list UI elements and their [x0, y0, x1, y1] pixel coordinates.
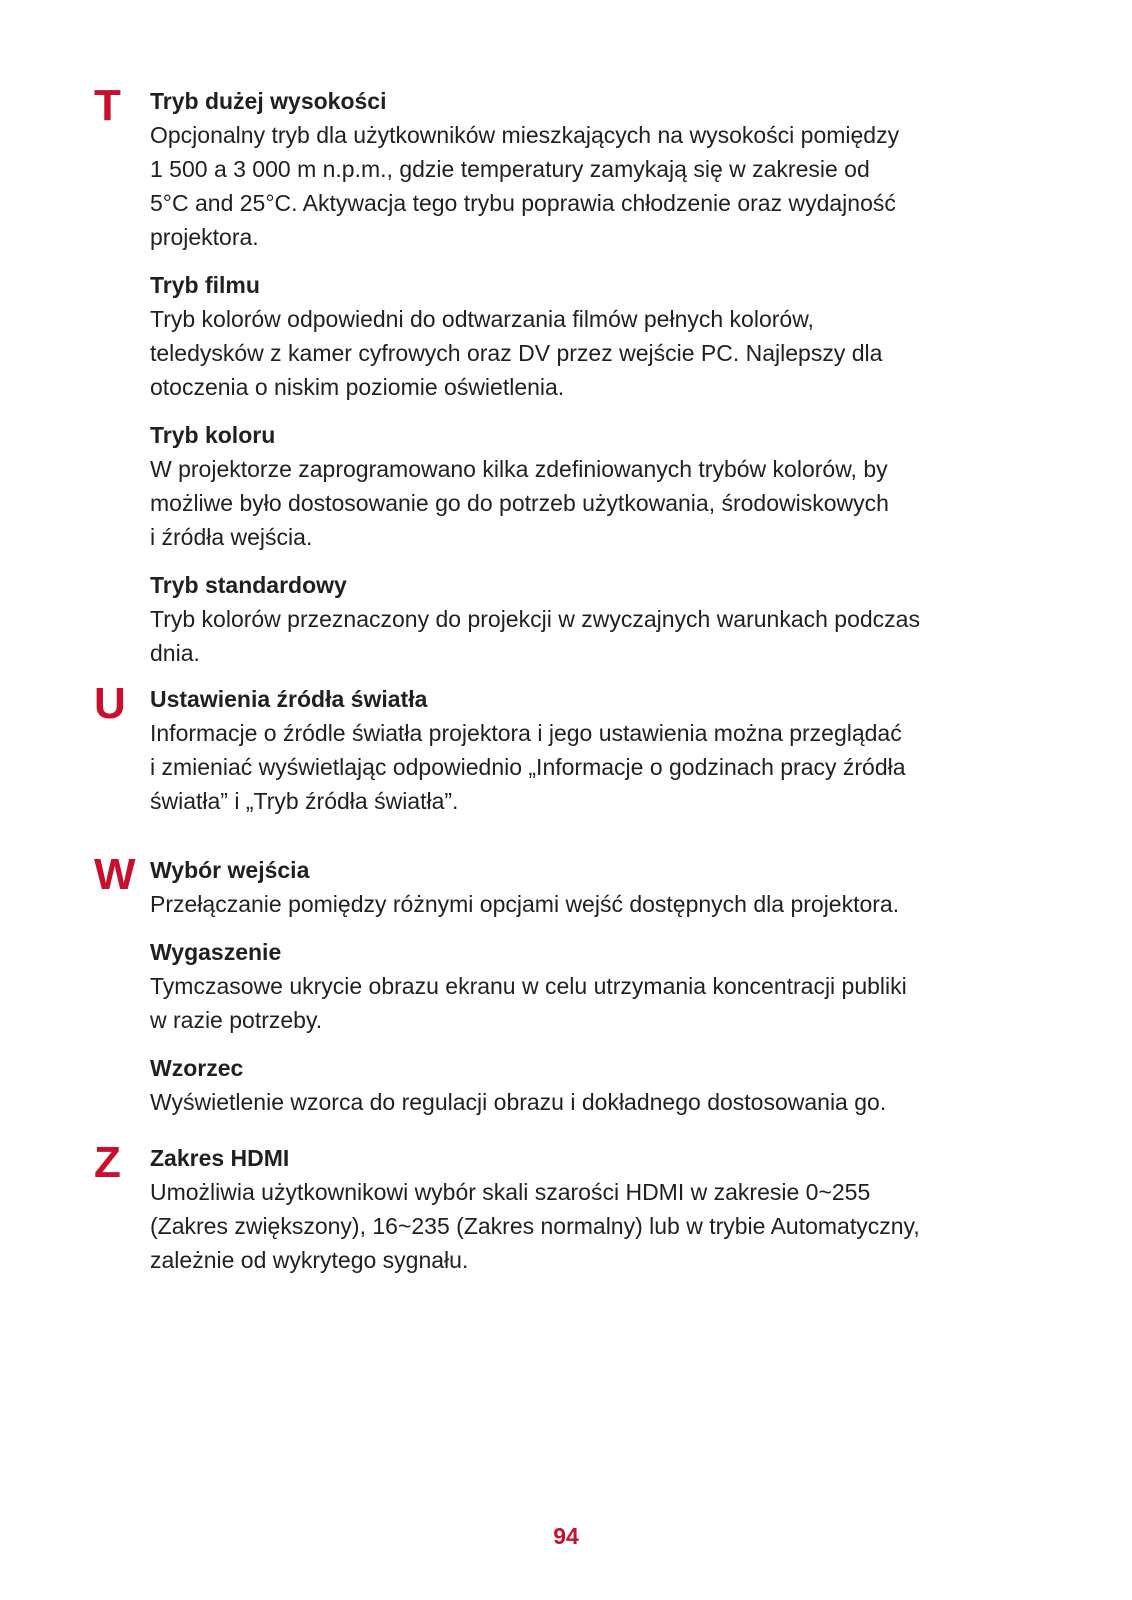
entry-term: Tryb koloru — [150, 422, 276, 448]
entry-description: Wyświetlenie wzorca do regulacji obrazu i dokładnego dostosowania go. — [150, 1089, 887, 1115]
entry-description: Tymczasowe ukrycie obrazu ekranu w celu utrzymania koncentracji publiki w razie potrzeby. — [150, 973, 907, 1033]
entry-description: Opcjonalny tryb dla użytkowników mieszkających na wysokości pomiędzy 1 500 a 3 000 m n.p.m., gdzie temperatury zamykają się w zakresie od 5°C and 25°C. Aktywacja tego trybu poprawia chłodzenie oraz wydajność projektora. — [150, 122, 900, 250]
page-number: 94 — [553, 1523, 579, 1549]
section-z-entries — [150, 1141, 1020, 1277]
entry-wzorzec — [150, 1051, 1020, 1119]
entry-ustawienia-zrodla-swiatla — [150, 682, 1020, 818]
entry-term: Wybór wejścia — [150, 857, 310, 883]
entry-wybor-wejscia — [150, 853, 1020, 921]
section-t-entries — [150, 84, 1020, 670]
entry-term: Zakres HDMI — [150, 1145, 290, 1171]
entry-description: Umożliwia użytkownikowi wybór skali szarości HDMI w zakresie 0~255 (Zakres zwiększony), 16~235 (Zakres normalny) lub w trybie Automatyczny, zależnie od wykrytego sygnału. — [150, 1179, 920, 1273]
entry-tryb-standardowy — [150, 568, 1020, 670]
entry-description: Informacje o źródle światła projektora i jego ustawienia można przeglądać i zmieniać wyświetlając odpowiednio „Informacje o godzinach pracy źródła światła” i „Tryb źródła światła”. — [150, 720, 906, 814]
entry-description: Tryb kolorów przeznaczony do projekcji w zwyczajnych warunkach podczas dnia. — [150, 606, 920, 666]
entry-term: Wzorzec — [150, 1055, 244, 1081]
section-letter-u: U — [94, 679, 126, 728]
section-letter-z: Z — [94, 1138, 121, 1187]
section-u-entries — [150, 682, 1020, 818]
entry-term: Tryb filmu — [150, 272, 260, 298]
entry-term: Wygaszenie — [150, 939, 282, 965]
entry-description: Przełączanie pomiędzy różnymi opcjami wejść dostępnych dla projektora. — [150, 891, 900, 917]
entry-tryb-filmu — [150, 268, 1020, 404]
entry-tryb-duzej-wysokosci — [150, 84, 1020, 254]
entry-term: Ustawienia źródła światła — [150, 686, 428, 712]
section-w-entries — [150, 853, 1020, 1119]
section-letter-t: T — [94, 81, 121, 130]
entry-wygaszenie — [150, 935, 1020, 1037]
entry-description: W projektorze zaprogramowano kilka zdefiniowanych trybów kolorów, by możliwe było dostosowanie go do potrzeb użytkowania, środowiskowych i źródła wejścia. — [150, 456, 889, 550]
section-letter-w: W — [94, 850, 136, 899]
entry-term: Tryb standardowy — [150, 572, 347, 598]
entry-term: Tryb dużej wysokości — [150, 88, 387, 114]
entry-tryb-koloru — [150, 418, 1020, 554]
entry-description: Tryb kolorów odpowiedni do odtwarzania filmów pełnych kolorów, teledysków z kamer cyfrowych oraz DV przez wejście PC. Najlepszy dla otoczenia o niskim poziomie oświetlenia. — [150, 306, 883, 400]
entry-zakres-hdmi — [150, 1141, 1020, 1277]
